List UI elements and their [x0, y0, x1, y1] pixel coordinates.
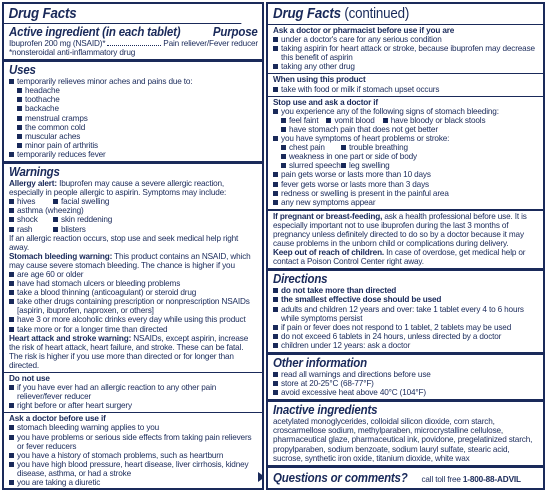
uses-item: menstrual cramps [17, 114, 258, 123]
questions-heading: Questions or comments? [273, 470, 408, 485]
symptom-item: facial swelling [53, 197, 109, 206]
bleeding-sign: vomit blood [326, 116, 374, 125]
uses-item: toothache [17, 95, 258, 104]
active-ingredient-section [4, 4, 262, 60]
stop-use-item: redness or swelling is present in the painful area [273, 189, 539, 198]
heart-attack-warning [9, 334, 258, 370]
allergy-after-text: If an allergic reaction occurs, stop use and seek medical help right away. [9, 233, 239, 252]
pregnancy-label: If pregnant or breast-feeding, [273, 211, 383, 221]
direction-item: do not exceed 6 tablets in 24 hours, unless directed by a doctor [273, 332, 539, 341]
allergy-alert-label: Allergy alert: [9, 179, 57, 189]
questions-line [273, 469, 539, 487]
active-ingredient-text: Ibuprofen 200 mg (NSAID)* [9, 39, 106, 48]
symptom-item: hives [9, 197, 53, 206]
when-using-section [268, 74, 543, 96]
symptom-item: asthma (wheezing) [9, 206, 84, 215]
stop-use-item: you experience any of the following signs of stomach bleeding: [273, 107, 539, 116]
do-not-use-heading: Do not use [9, 374, 50, 383]
ask-pharmacist-item: under a doctor's care for any serious condition [273, 35, 539, 44]
uses-section [4, 60, 262, 162]
pregnancy-text: ask a health professional before use. It is especially important not to use ibuprofen during the last 3 months of pregnancy unless definitely directed to do so by a doctor because it may cause problems in the unborn child or complications during delivery. [273, 211, 527, 249]
ask-doctor-item: you have problems or serious side effects from taking pain relievers or fever reducers [9, 433, 258, 451]
direction-item: children under 12 years: ask a doctor [273, 341, 539, 350]
questions-text: call toll free [419, 474, 463, 484]
right-panel [266, 2, 545, 490]
heart-symptom: weakness in one part or side of body [281, 152, 417, 161]
keep-out-text: In case of overdose, get medical help or contact a Poison Control Center right away. [273, 248, 526, 267]
stomach-risk-item: are age 60 or older [9, 270, 258, 279]
stop-use-item: any new symptoms appear [273, 198, 539, 207]
keep-out-of-reach [273, 248, 539, 266]
allergy-alert [9, 179, 258, 197]
stop-use-section [268, 97, 543, 210]
ask-doctor-pharmacist-section [268, 25, 543, 74]
heart-symptom: slurred speech [281, 161, 341, 170]
ask-doctor-item: you have high blood pressure, heart disease, liver cirrhosis, kidney disease, asthma, or had a stroke [9, 460, 258, 478]
uses-item: backache [17, 104, 258, 113]
pregnancy-section [268, 210, 543, 270]
drug-facts-continued-title [273, 6, 518, 22]
stop-use-item: pain gets worse or lasts more than 10 days [273, 170, 539, 179]
heart-warning-label: Heart attack and stroke warning: [9, 333, 132, 343]
directions-heading: Directions [273, 272, 328, 287]
other-information-heading: Other information [273, 356, 367, 370]
active-ingredient-heading: Active ingredient (in each tablet) [9, 25, 181, 39]
warnings-heading: Warnings [9, 165, 60, 180]
continue-arrow-icon [258, 472, 264, 482]
heart-symptom: trouble breathing [341, 143, 408, 152]
direction-item: adults and children 12 years and over: take 1 tablet every 4 to 6 hours while symptoms persist [273, 305, 539, 323]
stop-use-heading: Stop use and ask a doctor if [273, 97, 378, 107]
ask-pharmacist-item: taking any other drug [273, 62, 539, 71]
uses-item: headache [17, 86, 258, 95]
when-using-item: take with food or milk if stomach upset occurs [273, 85, 539, 94]
ask-doctor-item: stomach bleeding warning applies to you [9, 423, 258, 432]
leader-dots [107, 45, 161, 46]
symptom-item: skin reddening [53, 215, 112, 224]
left-panel [2, 2, 264, 490]
directions-section [268, 269, 543, 353]
drug-facts-title: Drug Facts [4, 6, 241, 24]
ask-doctor-pharmacist-heading: Ask a doctor or pharmacist before use if you are [273, 26, 455, 35]
direction-item-bold: do not take more than directed [273, 286, 539, 295]
pregnancy-warning [273, 212, 539, 248]
nsaid-footnote: *nonsteroidal anti-inflammatory drug [9, 48, 136, 58]
warnings-section [4, 162, 262, 373]
inactive-ingredients-section [268, 400, 543, 465]
uses-intro: temporarily relieves minor aches and pains due to: [9, 77, 258, 86]
ask-pharmacist-item: taking aspirin for heart attack or stroke, because ibuprofen may decrease this benefit of aspirin [273, 44, 539, 62]
questions-section [268, 466, 543, 489]
do-not-use-item: right before or after heart surgery [9, 401, 258, 410]
ask-doctor-item: you have a history of stomach problems, such as heartburn [9, 451, 258, 460]
stomach-bleeding-warning [9, 252, 258, 270]
uses-last-item: temporarily reduces fever [9, 150, 258, 159]
stomach-risk-item: take more or for a longer time than directed [9, 325, 258, 334]
do-not-use-item: if you have ever had an allergic reaction to any other pain reliever/fever reducer [9, 383, 258, 401]
drug-facts-title: Drug Facts [273, 6, 341, 22]
other-information-section [268, 353, 543, 400]
when-using-heading: When using this product [273, 75, 366, 85]
heart-symptom: chest pain [281, 143, 341, 152]
inactive-ingredients-text: acetylated monoglycerides, colloidal silicon dioxide, corn starch, croscarmellose sodium, methylparaben, microcrystalline cellulose, pharmaceutical glaze, pharmaceutical ink, povidone, pregelatinized starch, propylparaben, sodium benzoate, sodium lauryl sulfate, stearic acid, sucrose, synthetic iron oxide, titanium dioxide, white wax [273, 417, 533, 463]
purpose-text: Pain reliever/Fever reducer [163, 39, 258, 48]
continued-title-section [268, 4, 543, 25]
ask-doctor-heading: Ask a doctor before use if [9, 414, 106, 424]
ask-doctor-section [4, 413, 262, 489]
other-info-item: avoid excessive heat above 40°C (104°F) [273, 388, 539, 397]
continued-label: (continued) [340, 6, 410, 22]
direction-item-bold: the smallest effective dose should be used [273, 295, 539, 304]
stomach-warning-label: Stomach bleeding warning: [9, 251, 113, 261]
stomach-warning-text: This product contains an NSAID, which may cause severe stomach bleeding. The chance is higher if you [9, 251, 251, 270]
symptom-item: rash [9, 225, 53, 234]
bleeding-sign: have bloody or black stools [383, 116, 486, 125]
stomach-risk-item: take a blood thinning (anticoagulant) or steroid drug [9, 288, 258, 297]
stop-use-item: you have symptoms of heart problems or stroke: [273, 134, 539, 143]
direction-item: if pain or fever does not respond to 1 tablet, 2 tablets may be used [273, 323, 539, 332]
uses-item: the common cold [17, 123, 258, 132]
allergy-alert-text: Ibuprofen may cause a severe allergic reaction, especially in people allergic to aspirin. Symptoms may include: [9, 179, 227, 198]
stomach-risk-item: have 3 or more alcoholic drinks every day while using this product [9, 315, 258, 324]
symptom-item: blisters [53, 225, 86, 234]
bleeding-sign: have stomach pain that does not get better [281, 125, 438, 134]
bleeding-sign: feel faint [281, 116, 318, 125]
uses-heading: Uses [9, 63, 36, 78]
inactive-ingredients-heading: Inactive ingredients [273, 403, 378, 418]
ask-doctor-item: you are taking a diuretic [9, 478, 258, 487]
symptom-item: shock [9, 215, 53, 224]
keep-out-label: Keep out of reach of children. [273, 248, 385, 258]
heart-warning-text: NSAIDs, except aspirin, increase the risk of heart attack, heart failure, and stroke. These can be fatal. The risk is higher if you use more than directed or for longer than directed. [9, 333, 249, 370]
heart-symptom: leg swelling [341, 161, 390, 170]
uses-item: muscular aches [17, 132, 258, 141]
phone-number: 1-800-88-ADVIL [462, 474, 521, 484]
stomach-risk-item: take other drugs containing prescription or nonprescription NSAIDs [aspirin, ibuprofen, naproxen, or others] [9, 297, 258, 315]
purpose-heading: Purpose [213, 25, 258, 39]
other-info-item: read all warnings and directions before use [273, 370, 539, 379]
do-not-use-section [4, 373, 262, 413]
uses-item: minor pain of arthritis [17, 141, 258, 150]
stop-use-item: fever gets worse or lasts more than 3 days [273, 180, 539, 189]
other-info-item: store at 20-25°C (68-77°F) [273, 379, 539, 388]
stomach-risk-item: have had stomach ulcers or bleeding problems [9, 279, 258, 288]
